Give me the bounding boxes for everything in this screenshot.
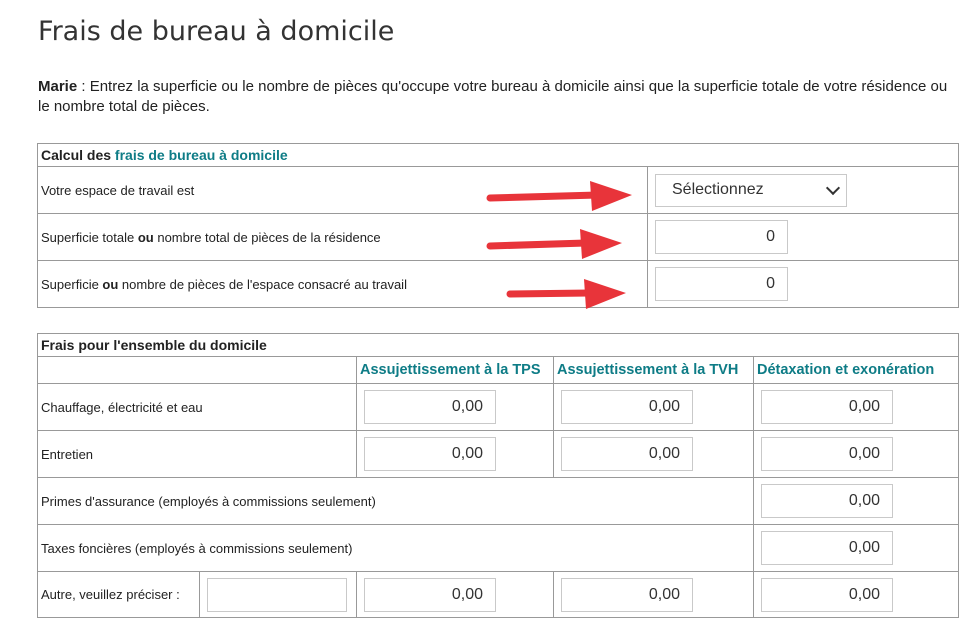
autre-label: Autre, veuillez préciser : xyxy=(38,572,200,618)
work-area-cell xyxy=(648,261,959,308)
frais-col-blank xyxy=(38,357,357,384)
total-area-input[interactable] xyxy=(655,220,788,254)
red-arrow-icon xyxy=(486,226,626,262)
chauffage-label: Chauffage, électricité et eau xyxy=(38,384,357,431)
work-area-label-or: ou xyxy=(102,276,119,292)
taxes-detax-cell xyxy=(754,525,959,572)
autre-tvh-input[interactable] xyxy=(561,578,693,612)
calc-heading-link: frais de bureau à domicile xyxy=(114,147,288,163)
workspace-select-value: Sélectionnez xyxy=(672,181,764,198)
entretien-detax-cell xyxy=(754,431,959,478)
chauffage-detax-input[interactable] xyxy=(761,390,893,424)
frais-table xyxy=(37,333,959,618)
autre-detax-cell xyxy=(754,572,959,618)
workspace-select-cell xyxy=(648,167,959,214)
chevron-down-icon xyxy=(826,180,840,194)
workspace-label: Votre espace de travail est xyxy=(38,167,648,214)
red-arrow-icon xyxy=(486,178,636,214)
entretien-tps-input[interactable] xyxy=(364,437,496,471)
taxes-detax-input[interactable] xyxy=(761,531,893,565)
entretien-tvh-cell xyxy=(554,431,754,478)
page-title: Frais de bureau à domicile xyxy=(38,16,395,47)
autre-tps-cell xyxy=(357,572,554,618)
primes-detax-cell xyxy=(754,478,959,525)
total-area-label-c: nombre total de pièces de la résidence xyxy=(153,229,381,245)
chauffage-detax-cell xyxy=(754,384,959,431)
autre-description-input[interactable] xyxy=(207,578,347,612)
intro-name: Marie xyxy=(38,78,78,95)
red-arrow-icon xyxy=(506,276,630,312)
autre-tps-input[interactable] xyxy=(364,578,496,612)
chauffage-tvh-input[interactable] xyxy=(561,390,693,424)
autre-text-cell xyxy=(200,572,357,618)
intro-text: : Entrez la superficie ou le nombre de pièces qu'occupe votre bureau à domicile ainsi que la superficie totale de votre résidence ou le nombre total de pièces. xyxy=(38,78,948,115)
chauffage-tps-cell xyxy=(357,384,554,431)
col-header-tvh: Assujettissement à la TVH xyxy=(554,357,754,384)
calc-heading-prefix: Calcul des xyxy=(41,147,115,163)
primes-label: Primes d'assurance (employés à commissions seulement) xyxy=(38,478,754,525)
taxes-label: Taxes foncières (employés à commissions seulement) xyxy=(38,525,754,572)
intro-instructions xyxy=(38,77,953,117)
calc-heading xyxy=(38,144,959,167)
primes-detax-input[interactable] xyxy=(761,484,893,518)
entretien-tps-cell xyxy=(357,431,554,478)
entretien-tvh-input[interactable] xyxy=(561,437,693,471)
frais-heading: Frais pour l'ensemble du domicile xyxy=(38,334,959,357)
chauffage-tvh-cell xyxy=(554,384,754,431)
work-area-input[interactable] xyxy=(655,267,788,301)
chauffage-tps-input[interactable] xyxy=(364,390,496,424)
total-area-label-a: Superficie totale xyxy=(41,229,138,245)
col-header-tps: Assujettissement à la TPS xyxy=(357,357,554,384)
entretien-label: Entretien xyxy=(38,431,357,478)
autre-tvh-cell xyxy=(554,572,754,618)
entretien-detax-input[interactable] xyxy=(761,437,893,471)
work-area-label-c: nombre de pièces de l'espace consacré au travail xyxy=(118,276,407,292)
work-area-label-a: Superficie xyxy=(41,276,103,292)
autre-detax-input[interactable] xyxy=(761,578,893,612)
col-header-detax: Détaxation et exonération xyxy=(754,357,959,384)
total-area-cell xyxy=(648,214,959,261)
workspace-select[interactable] xyxy=(655,174,847,207)
total-area-label-or: ou xyxy=(137,229,154,245)
